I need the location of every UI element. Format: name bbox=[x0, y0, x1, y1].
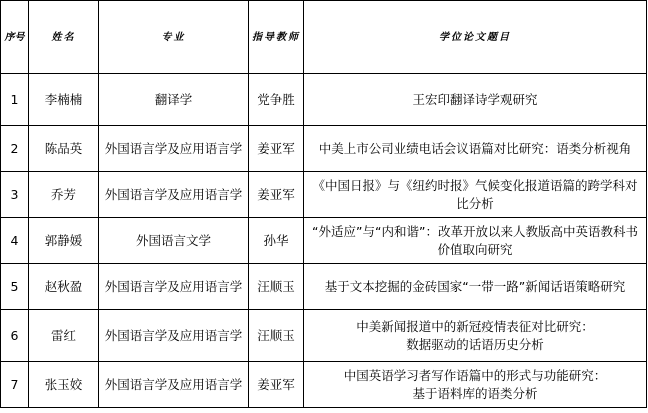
cell-thesis: 基于文本挖掘的金砖国家“一带一路”新闻话语策略研究 bbox=[304, 264, 647, 310]
table-row bbox=[1, 362, 647, 408]
header-major: 专业 bbox=[99, 1, 249, 74]
cell-no: 7 bbox=[1, 362, 29, 408]
cell-major: 外国语言学及应用语言学 bbox=[99, 172, 249, 218]
table-header-row bbox=[1, 1, 647, 74]
table-row bbox=[1, 264, 647, 310]
cell-name: 赵秋盈 bbox=[29, 264, 99, 310]
table-row bbox=[1, 74, 647, 126]
table-row bbox=[1, 310, 647, 362]
table-row bbox=[1, 126, 647, 172]
cell-no: 2 bbox=[1, 126, 29, 172]
cell-no: 4 bbox=[1, 218, 29, 264]
cell-name: 乔芳 bbox=[29, 172, 99, 218]
cell-advisor: 汪顺玉 bbox=[249, 310, 304, 362]
cell-thesis: “外适应”与“内和谐”：改革开放以来人教版高中英语教科书价值取向研究 bbox=[304, 218, 647, 264]
cell-major: 外国语言学及应用语言学 bbox=[99, 310, 249, 362]
cell-major: 外国语言学及应用语言学 bbox=[99, 264, 249, 310]
cell-name: 郭静媛 bbox=[29, 218, 99, 264]
header-name: 姓名 bbox=[29, 1, 99, 74]
cell-no: 5 bbox=[1, 264, 29, 310]
cell-thesis bbox=[304, 362, 647, 408]
thesis-line-1: 中国英语学习者写作语篇中的形式与功能研究： bbox=[343, 367, 607, 383]
cell-thesis: 中美上市公司业绩电话会议语篇对比研究：语类分析视角 bbox=[304, 126, 647, 172]
cell-advisor: 姜亚军 bbox=[249, 172, 304, 218]
cell-no: 1 bbox=[1, 74, 29, 126]
cell-advisor: 汪顺玉 bbox=[249, 264, 304, 310]
table-row bbox=[1, 218, 647, 264]
cell-name: 陈品英 bbox=[29, 126, 99, 172]
header-thesis: 学位论文题目 bbox=[304, 1, 647, 74]
header-advisor: 指导教师 bbox=[249, 1, 304, 74]
cell-major: 外国语言学及应用语言学 bbox=[99, 126, 249, 172]
cell-name: 雷红 bbox=[29, 310, 99, 362]
cell-advisor: 孙华 bbox=[249, 218, 304, 264]
cell-name: 张玉姣 bbox=[29, 362, 99, 408]
cell-no: 3 bbox=[1, 172, 29, 218]
thesis-line-2: 数据驱动的话语历史分析 bbox=[406, 336, 544, 352]
thesis-line-1: 中美新闻报道中的新冠疫情表征对比研究： bbox=[356, 318, 594, 334]
thesis-line-2: 基于语料库的语类分析 bbox=[412, 385, 538, 401]
cell-thesis: 《中国日报》与《纽约时报》气候变化报道语篇的跨学科对比分析 bbox=[304, 172, 647, 218]
cell-advisor: 党争胜 bbox=[249, 74, 304, 126]
cell-advisor: 姜亚军 bbox=[249, 126, 304, 172]
header-no: 序号 bbox=[1, 1, 29, 74]
cell-major: 翻译学 bbox=[99, 74, 249, 126]
cell-major: 外国语言学及应用语言学 bbox=[99, 362, 249, 408]
cell-name: 李楠楠 bbox=[29, 74, 99, 126]
cell-advisor: 姜亚军 bbox=[249, 362, 304, 408]
table-row bbox=[1, 172, 647, 218]
cell-thesis bbox=[304, 310, 647, 362]
cell-no: 6 bbox=[1, 310, 29, 362]
cell-major: 外国语言文学 bbox=[99, 218, 249, 264]
cell-thesis: 王宏印翻译诗学观研究 bbox=[304, 74, 647, 126]
